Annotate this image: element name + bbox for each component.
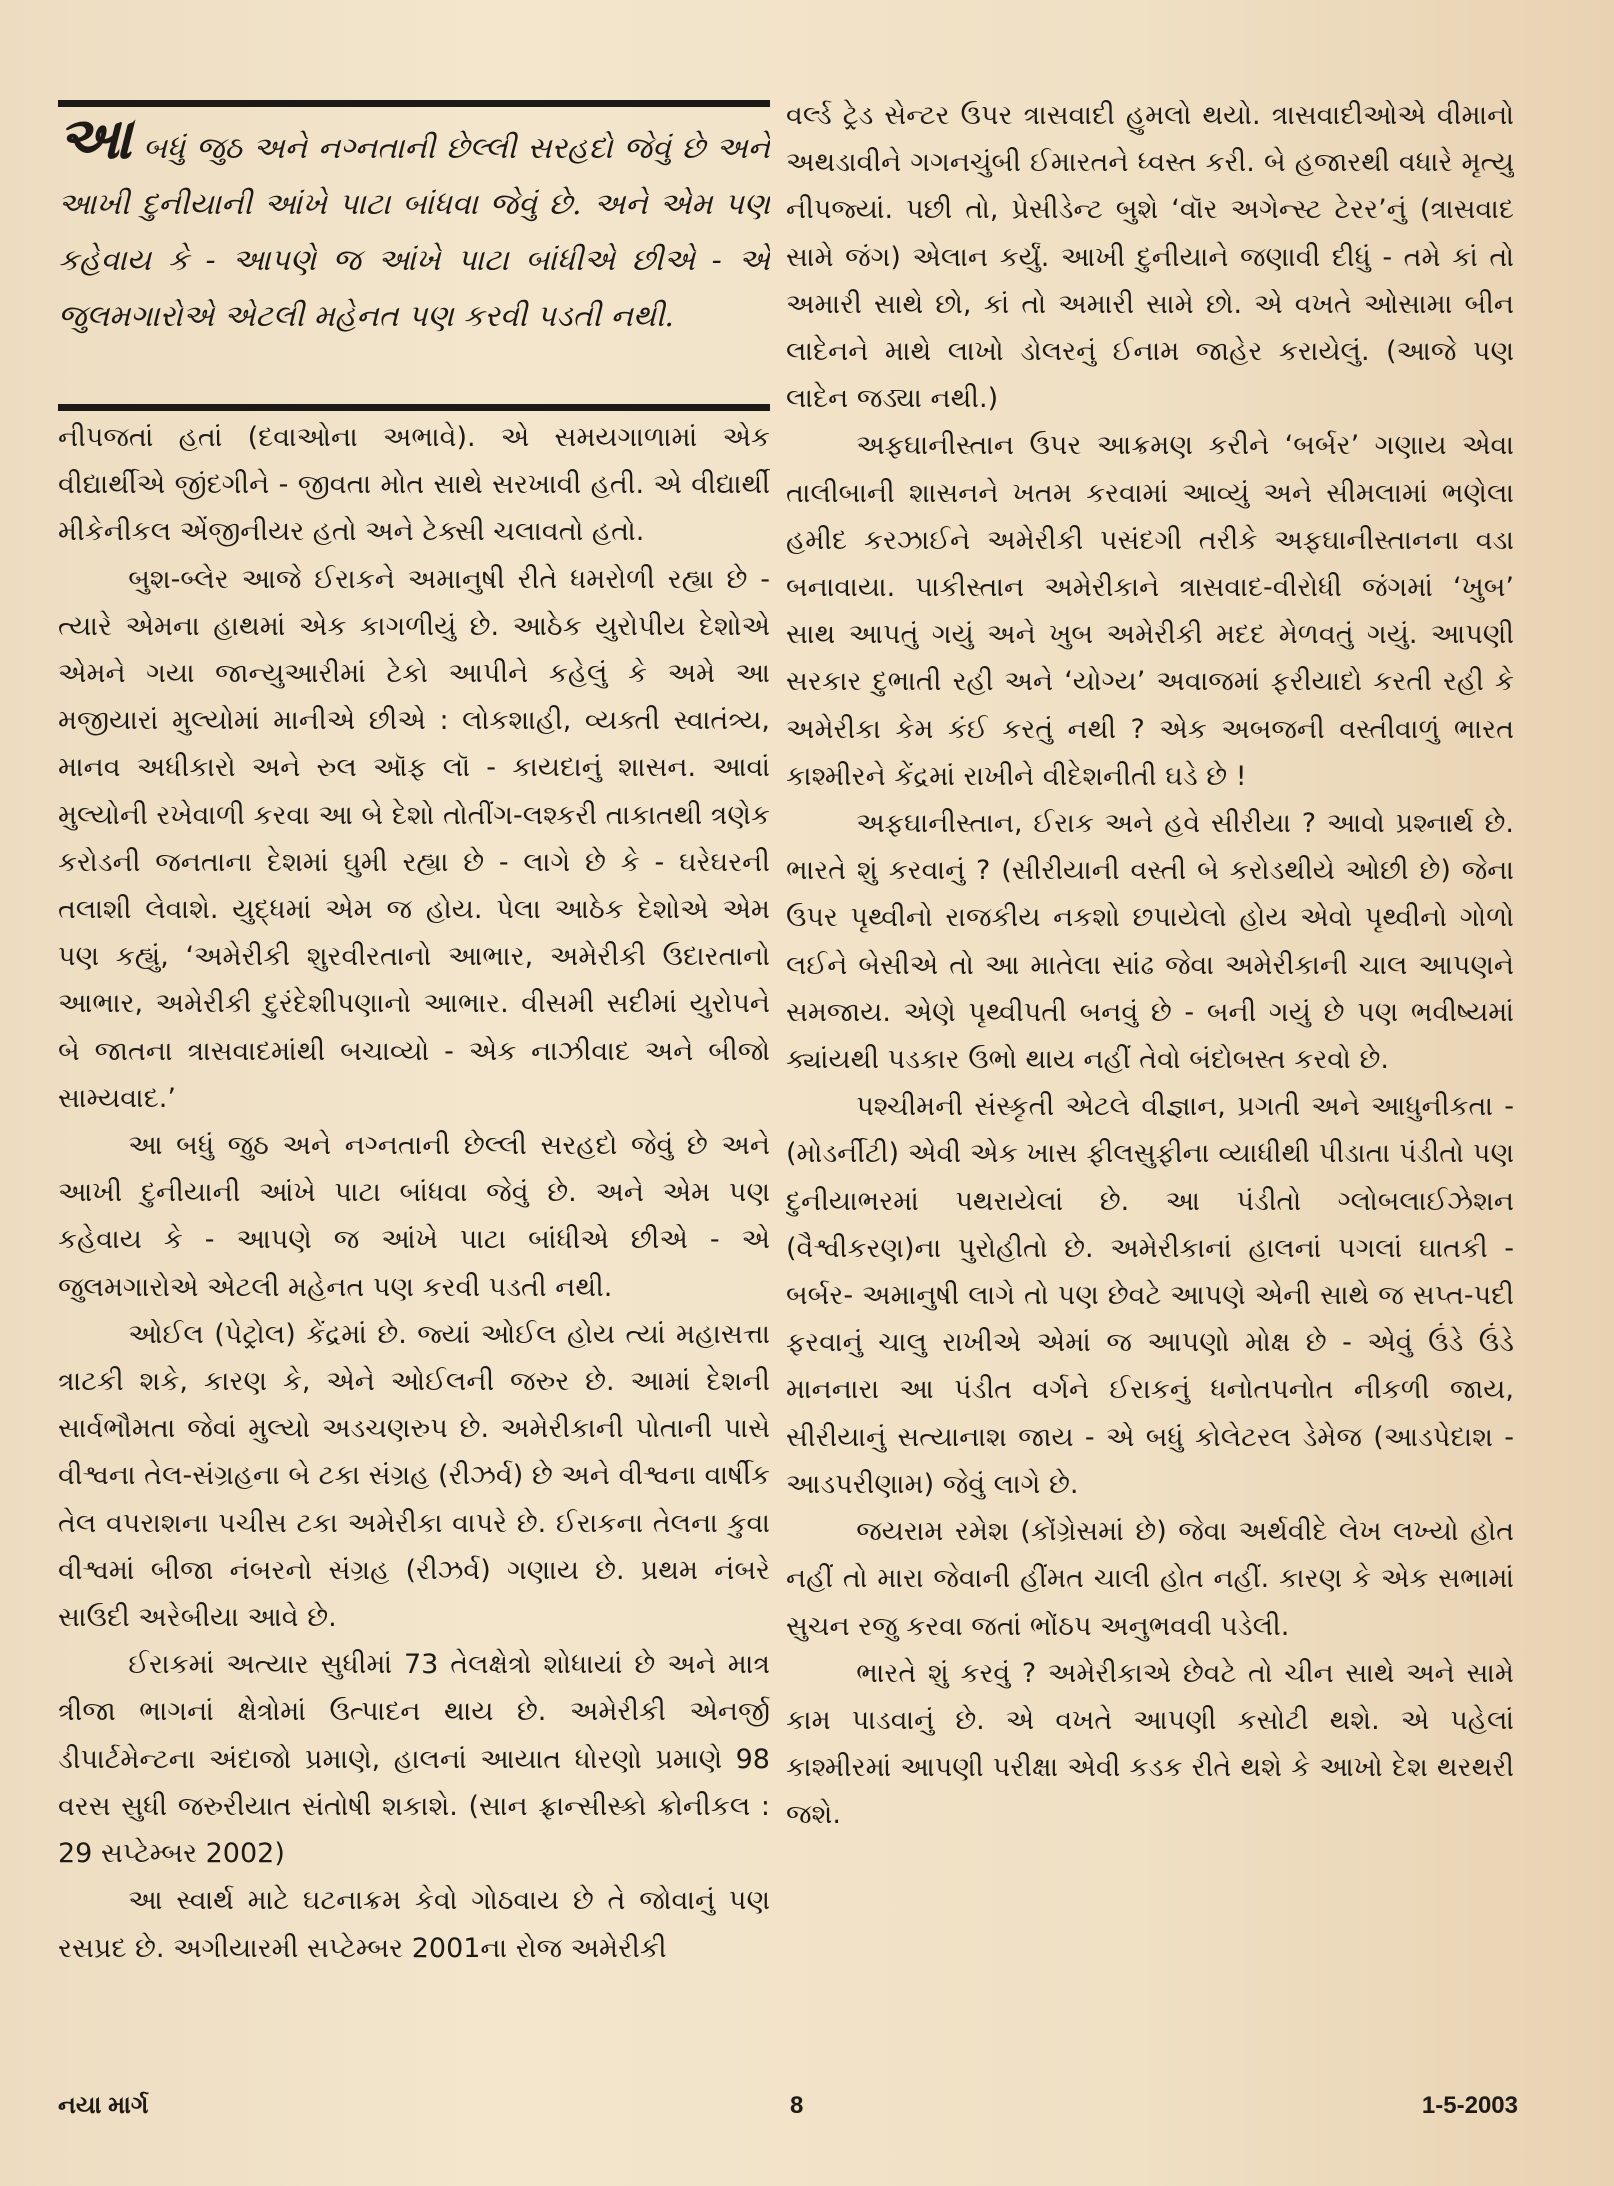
right-column — [786, 92, 1514, 2057]
pull-quote-top-rule — [58, 100, 770, 107]
paragraph: આ સ્વાર્થ માટે ઘટનાક્રમ કેવો ગોઠવાય છે તે જોવાનું પણ રસપ્રદ છે. અગીયારમી સપ્ટેમ્બર 2001ના રોજ અમેરીકી — [58, 1885, 770, 1964]
paragraph: જયરામ રમેશ (કોંગ્રેસમાં છે) જેવા અર્થવીદે લેખ લખ્યો હોત નહીં તો મારા જેવાની હીંમત ચાલી હોત નહીં. કારણ કે એક સભામાં સુચન રજુ કરવા જતાં ભોંઠપ અનુભવવી પડેલી. — [786, 1516, 1514, 1642]
footer-magazine-name: નયા માર્ગ — [58, 2092, 149, 2119]
paragraph: અફઘાનીસ્તાન ઉપર આક્રમણ કરીને ‘બર્બર’ ગણાય એવા તાલીબાની શાસનને ખતમ કરવામાં આવ્યું અને સીમલામાં ભણેલા હમીદ કરઝાઈને અમેરીકી પસંદગી તરીકે અફઘાનીસ્તાનના વડા બનાવાયા. પાકીસ્તાન અમેરીકાને ત્રાસવાદ-વીરોધી જંગમાં ‘ખુબ’ સાથ આપતું ગયું અને ખુબ અમેરીકી મદદ મેળવતું ગયું. આપણી સરકાર દુભાતી રહી અને ‘યોગ્ય’ અવાજમાં ફરીયાદો કરતી રહી કે અમેરીકા કેમ કંઈ કરતું નથી ? એક અબજની વસ્તીવાળું ભારત કાશ્મીરને કેંદ્રમાં રાખીને વીદેશનીતી ઘડે છે ! — [786, 430, 1514, 792]
footer-page-number: 8 — [790, 2092, 804, 2119]
pull-quote-bottom-rule — [58, 404, 770, 411]
paragraph: બુશ-બ્લેર આજે ઈરાકને અમાનુષી રીતે ધમરોળી રહ્યા છે - ત્યારે એમના હાથમાં એક કાગળીયું છે. આઠેક યુરોપીય દેશોએ એમને ગયા જાન્યુઆરીમાં ટેકો આપીને કહેલું કે અમે આ મજીયારાં મુલ્યોમાં માનીએ છીએ : લોકશાહી, વ્યક્તી સ્વાતંત્ર્ય, માનવ અધીકારો અને રુલ ઑફ લૉ - કાયદાનું શાસન. આવાં મુલ્યોની રખેવાળી કરવા આ બે દેશો તોતીંગ-લશ્કરી તાકાતથી ત્રણેક કરોડની જનતાના દેશમાં ઘુમી રહ્યા છે - લાગે છે કે - ઘરેઘરની તલાશી લેવાશે. યુદ્ધમાં એમ જ હોય. પેલા આઠેક દેશોએ એમ પણ કહ્યું, ‘અમેરીકી શુરવીરતાનો આભાર, અમેરીકી ઉદારતાનો આભાર, અમેરીકી દુરંદેશીપણાનો આભાર. વીસમી સદીમાં યુરોપને બે જાતના ત્રાસવાદમાંથી બચાવ્યો - એક નાઝીવાદ અને બીજો સામ્યવાદ.’ — [58, 563, 770, 1114]
pull-quote — [58, 118, 770, 400]
paragraph: આ બધું જુઠ અને નગ્નતાની છેલ્લી સરહદો જેવું છે અને આખી દુનીયાની આંખે પાટા બાંધવા જેવું છે. અને એમ પણ કહેવાય કે - આપણે જ આંખે પાટા બાંધીએ છીએ - એ જુલમગારોએ એટલી મહેનત પણ કરવી પડતી નથી. — [58, 1130, 770, 1303]
paragraph: અફઘાનીસ્તાન, ઈરાક અને હવે સીરીયા ? આવો પ્રશ્નાર્થ છે. ભારતે શું કરવાનું ? (સીરીયાની વસ્તી બે કરોડથીયે ઓછી છે) જેના ઉપર પૃથ્વીનો રાજકીય નકશો છપાયેલો હોય એવો પૃથ્વીનો ગોળો લઈને બેસીએ તો આ માતેલા સાંઢ જેવા અમેરીકાની ચાલ આપણને સમજાય. એણે પૃથ્વીપતી બનવું છે - બની ગયું છે પણ ભવીષ્યમાં ક્યાંયથી પડકાર ઉભો થાય નહીં તેવો બંદોબસ્ત કરવો છે. — [786, 808, 1514, 1076]
paragraph: ભારતે શું કરવું ? અમેરીકાએ છેવટે તો ચીન સાથે અને સામે કામ પાડવાનું છે. એ વખતે આપણી કસોટી થશે. એ પહેલાં કાશ્મીરમાં આપણી પરીક્ષા એવી કડક રીતે થશે કે આખો દેશ થરથરી જશે. — [786, 1657, 1514, 1831]
left-column — [58, 414, 770, 2059]
pull-quote-text: બધું જુઠ અને નગ્નતાની છેલ્લી સરહદો જેવું છે અને આખી દુનીયાની આંખે પાટા બાંધવા જેવું છે. અને એમ પણ કહેવાય કે - આપણે જ આંખે પાટા બાંધીએ છીએ - એ જુલમગારોએ એટલી મહેનત પણ કરવી પડતી નથી. — [58, 131, 770, 334]
paragraph: પશ્ચીમની સંસ્કૃતી એટલે વીજ્ઞાન, પ્રગતી અને આધુનીકતા - (મોડર્નીટી) એવી એક ખાસ ફીલસુફીના વ્યાધીથી પીડાતા પંડીતો પણ દુનીયાભરમાં પથરાયેલાં છે. આ પંડીતો ગ્લોબલાઈઝેશન (વૈશ્વીકરણ)ના પુરોહીતો છે. અમેરીકાનાં હાલનાં પગલાં ઘાતકી - બર્બર- અમાનુષી લાગે તો પણ છેવટે આપણે એની સાથે જ સપ્ત-પદી ફરવાનું ચાલુ રાખીએ એમાં જ આપણો મોક્ષ છે - એવું ઉંડે ઉંડે માનનારા આ પંડીત વર્ગને ઈરાકનું ધનોતપનોત નીકળી જાય, સીરીયાનું સત્યાનાશ જાય - એ બધું કોલેટરલ ડેમેજ (આડપેદાશ - આડપરીણામ) જેવું લાગે છે. — [786, 1091, 1514, 1500]
pull-quote-drop-word: આ — [58, 118, 132, 172]
paragraph: ઈરાકમાં અત્યાર સુધીમાં 73 તેલક્ષેત્રો શોધાયાં છે અને માત્ર ત્રીજા ભાગનાં ક્ષેત્રોમાં ઉત્પાદન થાય છે. અમેરીકી એનર્જી ડીપાર્ટમેન્ટના અંદાજો પ્રમાણે, હાલનાં આયાત ધોરણો પ્રમાણે 98 વરસ સુધી જરુરીયાત સંતોષી શકાશે. (સાન ફ્રાન્સીસ્કો ક્રોનીકલ : 29 સપ્ટેમ્બર 2002) — [58, 1649, 770, 1870]
paragraph: નીપજતાં હતાં (દવાઓના અભાવે). એ સમયગાળામાં એક વીદ્યાર્થીએ જીંદગીને - જીવતા મોત સાથે સરખાવી હતી. એ વીદ્યાર્થી મીકેનીકલ એંજીનીયર હતો અને ટેક્સી ચલાવતો હતો. — [58, 422, 770, 548]
paragraph: ઓઈલ (પેટ્રોલ) કેંદ્રમાં છે. જ્યાં ઓઈલ હોય ત્યાં મહાસત્તા ત્રાટકી શકે, કારણ કે, એને ઓઈલની જરુર છે. આમાં દેશની સાર્વભૌમતા જેવાં મુલ્યો અડચણરુપ છે. અમેરીકાની પોતાની પાસે વીશ્વના તેલ-સંગ્રહના બે ટકા સંગ્રહ (રીઝર્વ) છે અને વીશ્વના વાર્ષીક તેલ વપરાશના પચીસ ટકા અમેરીકા વાપરે છે. ઈરાકના તેલના કુવા વીશ્વમાં બીજા નંબરનો સંગ્રહ (રીઝર્વ) ગણાય છે. પ્રથમ નંબરે સાઉદી અરેબીયા આવે છે. — [58, 1318, 770, 1634]
footer-date: 1-5-2003 — [1421, 2092, 1518, 2119]
paragraph: વર્લ્ડ ટ્રેડ સેન્ટર ઉપર ત્રાસવાદી હુમલો થયો. ત્રાસવાદીઓએ વીમાનો અથડાવીને ગગનચુંબી ઈમારતને ધ્વસ્ત કરી. બે હજારથી વધારે મૃત્યુ નીપજ્યાં. પછી તો, પ્રેસીડેન્ટ બુશે ‘વૉર અગેન્સ્ટ ટેરર’નું (ત્રાસવાદ સામે જંગ) એલાન કર્યું. આખી દુનીયાને જણાવી દીધું - તમે કાં તો અમારી સાથે છો, કાં તો અમારી સામે છો. એ વખતે ઓસામા બીન લાદેનને માથે લાખો ડોલરનું ઈનામ જાહેર કરાયેલું. (આજે પણ લાદેન જડ્યા નથી.) — [786, 100, 1514, 415]
